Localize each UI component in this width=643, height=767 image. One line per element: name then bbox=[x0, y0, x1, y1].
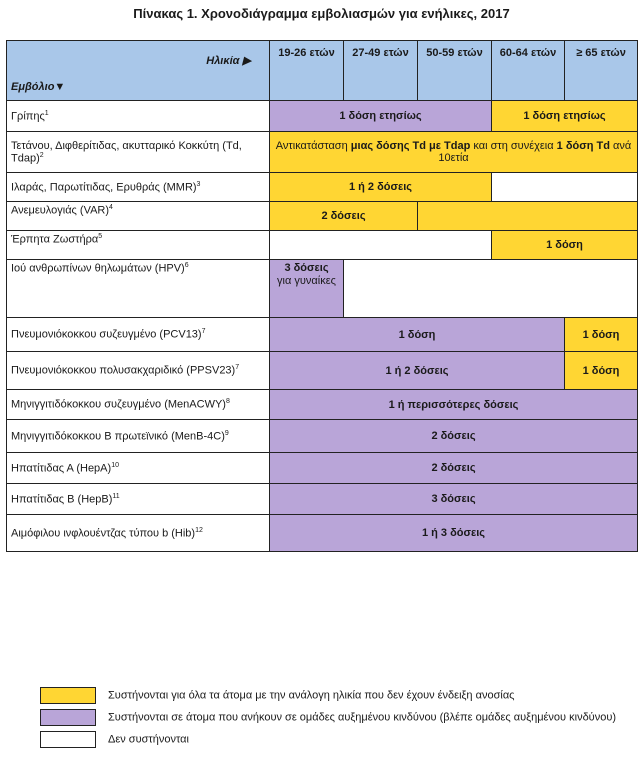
schedule-cell: 1 δόση bbox=[565, 318, 638, 352]
vaccine-name: Ιού ανθρωπίνων θηλωμάτων (HPV)$^6$ bbox=[7, 260, 270, 318]
vaccine-name: Έρπητα Ζωστήρα$^5$ bbox=[7, 231, 270, 260]
vaccination-schedule-table bbox=[6, 40, 638, 552]
schedule-cell: 3 δόσεις bbox=[270, 484, 638, 515]
vaccine-name: Αιμόφιλου ινφλουέντζας τύπου b (Hib)$^{12}$ bbox=[7, 515, 270, 552]
vaccine-name: Ηπατίτιδας Α (HepA)$^{10}$ bbox=[7, 453, 270, 484]
schedule-cell-empty bbox=[270, 231, 492, 260]
vaccine-name: Ιλαράς, Παρωτίτιδας, Ερυθράς (MMR)$^3$ bbox=[7, 173, 270, 202]
legend-text: Συστήνονται για όλα τα άτομα με την ανάλογη ηλικία που δεν έχουν ένδειξη ανοσίας bbox=[108, 689, 515, 702]
schedule-cell-empty bbox=[492, 173, 638, 202]
legend-swatch-yellow bbox=[40, 687, 96, 704]
age-group-50-59: 50-59 ετών bbox=[418, 41, 492, 101]
schedule-cell: 1 ή περισσότερες δόσεις bbox=[270, 390, 638, 420]
schedule-cell: 1 δόση ετησίως bbox=[492, 101, 638, 132]
schedule-cell: 1 ή 2 δόσεις bbox=[270, 352, 565, 390]
schedule-cell bbox=[270, 260, 344, 318]
legend-item-purple bbox=[40, 709, 616, 726]
table-row bbox=[7, 101, 638, 132]
header-row bbox=[7, 41, 638, 101]
table-row bbox=[7, 202, 638, 231]
schedule-cell: 1 ή 2 δόσεις bbox=[270, 173, 492, 202]
vaccine-name: Πνευμονιόκοκκου συζευγμένο $(PCV13)^7$ bbox=[7, 318, 270, 352]
hpv-doses: 3 δόσεις bbox=[284, 262, 329, 274]
legend-text: Δεν συστήνονται bbox=[108, 733, 189, 746]
schedule-cell: 1 ή 3 δόσεις bbox=[270, 515, 638, 552]
schedule-cell: 2 δόσεις bbox=[270, 420, 638, 453]
schedule-cell: 1 δόση bbox=[270, 318, 565, 352]
schedule-cell: 1 δόση bbox=[565, 352, 638, 390]
schedule-cell: 1 δόση bbox=[492, 231, 638, 260]
schedule-cell: 2 δόσεις bbox=[270, 453, 638, 484]
table-row bbox=[7, 420, 638, 453]
table-row bbox=[7, 173, 638, 202]
table-row bbox=[7, 515, 638, 552]
legend-swatch-white bbox=[40, 731, 96, 748]
vaccine-name: Μηνιγγιτιδόκοκκου Β πρωτεϊνικό (MenB-4C)$^9$ bbox=[7, 420, 270, 453]
schedule-cell-continued bbox=[418, 202, 638, 231]
vaccine-name: Ηπατίτιδας Β (HepB)$^{11}$ bbox=[7, 484, 270, 515]
legend-swatch-purple bbox=[40, 709, 96, 726]
vaccine-name: Τετάνου, Διφθερίτιδας, ακυτταρικό Κοκκύτη (Td, Tdap)$^2$ bbox=[7, 132, 270, 173]
age-group-60-64: 60-64 ετών bbox=[492, 41, 565, 101]
schedule-cell: 1 δόση ετησίως bbox=[270, 101, 492, 132]
table-title: Πίνακας 1. Χρονοδιάγραμμα εμβολιασμών για ενήλικες, 2017 bbox=[133, 6, 510, 21]
table-row bbox=[7, 231, 638, 260]
age-group-19-26: 19-26 ετών bbox=[270, 41, 344, 101]
header-corner bbox=[7, 41, 270, 101]
table-row bbox=[7, 318, 638, 352]
vaccine-name: Πνευμονιόκοκκου πολυσακχαριδικό (PPSV23)$^7$ bbox=[7, 352, 270, 390]
vaccine-name: Ανεμευλογιάς (VAR)$^4$ bbox=[7, 202, 270, 231]
schedule-cell: Αντικατάσταση μιας δόσης Td με Tdap και στη συνέχεια 1 δόση Td ανά 10ετία bbox=[270, 132, 638, 173]
vaccine-name: Μηνιγγιτιδόκοκκου συζευγμένο (MenACWY)$^8$ bbox=[7, 390, 270, 420]
table-row bbox=[7, 132, 638, 173]
table-row bbox=[7, 484, 638, 515]
age-group-27-49: 27-49 ετών bbox=[344, 41, 418, 101]
legend-item-yellow bbox=[40, 687, 514, 704]
schedule-cell-empty bbox=[344, 260, 638, 318]
table-row bbox=[7, 453, 638, 484]
legend-item-white bbox=[40, 731, 189, 748]
table-row bbox=[7, 260, 638, 318]
hpv-doses-note: για γυναίκες bbox=[277, 275, 336, 287]
vaccine-header-label: Εμβόλιο▼ bbox=[11, 81, 66, 93]
table-row bbox=[7, 352, 638, 390]
schedule-cell: 2 δόσεις bbox=[270, 202, 418, 231]
legend-text: Συστήνονται σε άτομα που ανήκουν σε ομάδες αυξημένου κινδύνου (βλέπε ομάδες αυξημένου κινδύνου) bbox=[108, 711, 616, 724]
vaccine-name: Γρίπης$^1$ bbox=[7, 101, 270, 132]
age-group-65-plus: ≥ 65 ετών bbox=[565, 41, 638, 101]
table-row bbox=[7, 390, 638, 420]
age-header-label: Ηλικία ▶ bbox=[206, 55, 251, 67]
